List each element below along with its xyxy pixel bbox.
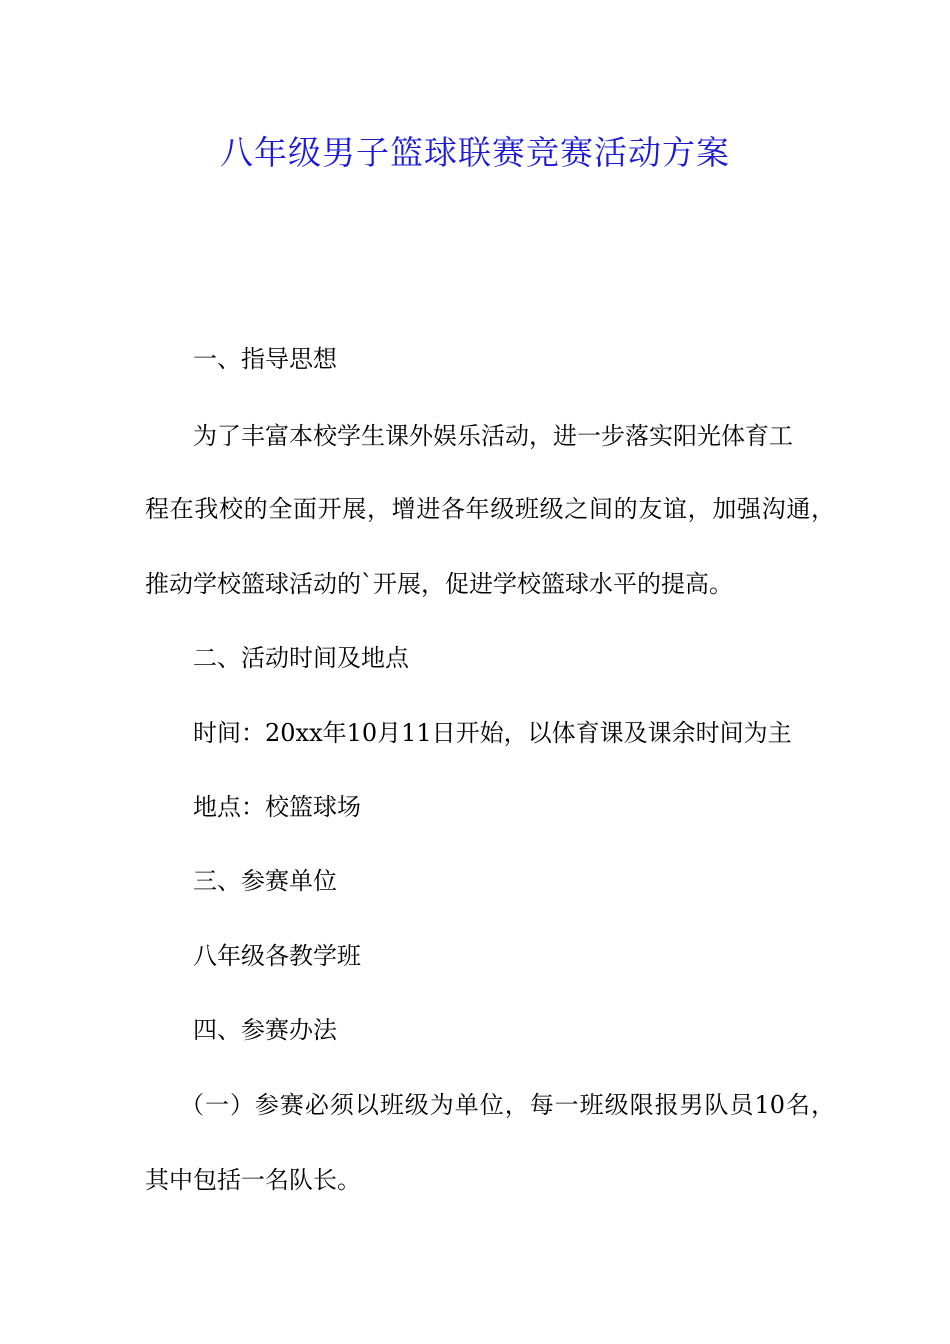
paragraph-line: （一）参赛必须以班级为单位，每一班级限报男队员10名， bbox=[180, 1091, 835, 1119]
section-heading-guiding-ideology: 一、指导思想 bbox=[193, 345, 337, 373]
paragraph-line: 推动学校篮球活动的`开展，促进学校篮球水平的提高。 bbox=[145, 570, 733, 598]
section-heading-time-location: 二、活动时间及地点 bbox=[193, 644, 409, 672]
paragraph-line: 程在我校的全面开展，增进各年级班级之间的友谊，加强沟通， bbox=[145, 495, 835, 523]
location-line: 地点：校篮球场 bbox=[193, 793, 361, 821]
section-heading-rules: 四、参赛办法 bbox=[193, 1016, 337, 1044]
document-title: 八年级男子篮球联赛竞赛活动方案 bbox=[220, 133, 730, 172]
paragraph-line: 为了丰富本校学生课外娱乐活动，进一步落实阳光体育工 bbox=[193, 422, 793, 450]
paragraph-line: 其中包括一名队长。 bbox=[145, 1166, 361, 1194]
participants-line: 八年级各教学班 bbox=[193, 942, 361, 970]
section-heading-participants: 三、参赛单位 bbox=[193, 867, 337, 895]
time-line: 时间：20xx年10月11日开始，以体育课及课余时间为主 bbox=[193, 719, 792, 747]
